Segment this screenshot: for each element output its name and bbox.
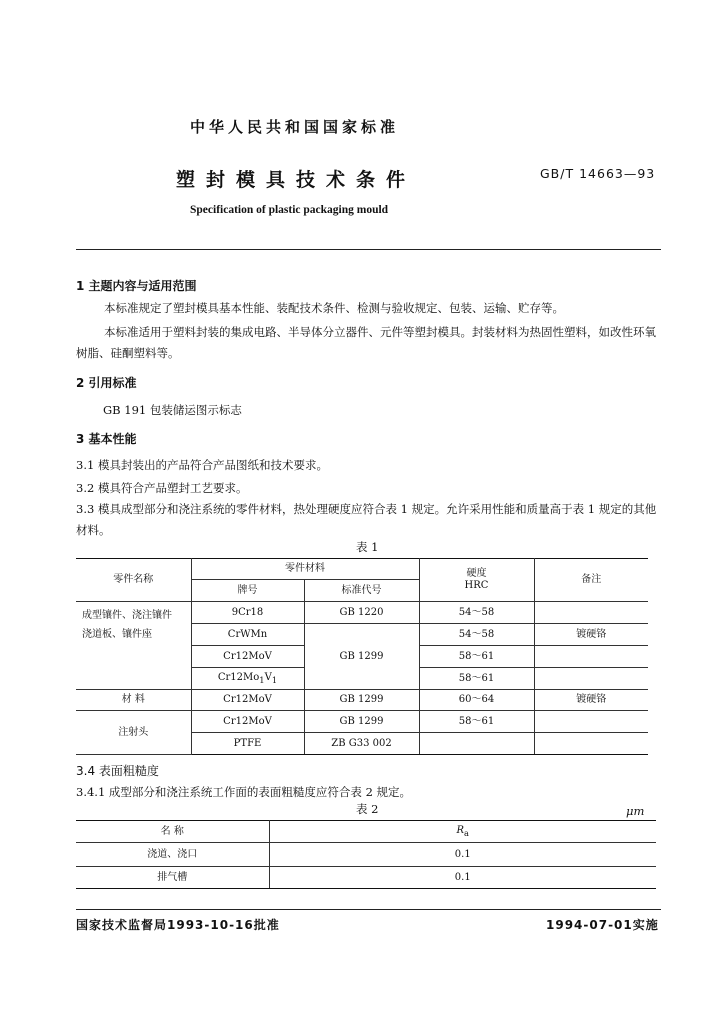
part-name-cell: 成型镶件、浇注镶件 浇道板、镶件座 — [76, 602, 191, 690]
hardness-cell: 60～64 — [419, 690, 534, 711]
footer-rule — [76, 909, 661, 910]
standard-number: GB/T 14663—93 — [540, 166, 656, 181]
table-2-caption: 表 2 — [356, 802, 379, 816]
reference-standard: GB 191 包装储运图示标志 — [103, 403, 242, 417]
header-part-name: 零件名称 — [76, 559, 191, 602]
remark-cell — [534, 646, 648, 668]
header-rule — [76, 249, 661, 250]
table-row — [76, 690, 648, 711]
grade-cell: Cr12MoV — [191, 646, 304, 668]
section-3-heading: 3 基本性能 — [76, 432, 137, 446]
clause-3-4-1: 3.4.1 成型部分和浇注系统工作面的表面粗糙度应符合表 2 规定。 — [76, 785, 412, 799]
header-hardness: 硬度 HRC — [419, 559, 534, 602]
part-name-cell: 材 料 — [76, 690, 191, 711]
header-grade: 牌号 — [191, 580, 304, 602]
remark-cell: 镀硬铬 — [534, 624, 648, 646]
remark-cell: 镀硬铬 — [534, 690, 648, 711]
header-material: 零件材料 — [191, 559, 419, 580]
table-row — [76, 867, 656, 889]
clause-3-3: 3.3 模具成型部分和浇注系统的零件材料，热处理硬度应符合表 1 规定。允许采用性能和质量高于表 1 规定的其他材料。 — [76, 502, 657, 537]
hardness-cell: 58～61 — [419, 646, 534, 668]
hardness-cell: 58～61 — [419, 711, 534, 733]
remark-cell — [534, 711, 648, 733]
issuer-heading: 中华人民共和国国家标准 — [190, 118, 400, 136]
header-standard: 标准代号 — [304, 580, 419, 602]
standard-cell: GB 1220 — [304, 602, 419, 624]
hardness-cell: 54～58 — [419, 624, 534, 646]
header-name: 名 称 — [76, 821, 269, 843]
remark-cell — [534, 668, 648, 690]
hardness-cell — [419, 733, 534, 755]
grade-cell: 9Cr18 — [191, 602, 304, 624]
table-2-unit: μm — [626, 804, 645, 818]
document-title: 塑封模具技术条件 — [176, 169, 417, 191]
name-cell: 浇道、浇口 — [76, 843, 269, 867]
section-1-paragraph-2: 本标准适用于塑料封装的集成电路、半导体分立器件、元件等塑封模具。封装材料为热固性塑料，如改性环氧树脂、硅酮塑料等。 — [76, 325, 656, 360]
grade-cell: CrWMn — [191, 624, 304, 646]
name-cell: 排气槽 — [76, 867, 269, 889]
grade-cell: Cr12MoV — [191, 711, 304, 733]
header-remark: 备注 — [534, 559, 648, 602]
english-title: Specification of plastic packaging mould — [190, 204, 389, 216]
standard-cell: GB 1299 — [304, 690, 419, 711]
grade-cell: PTFE — [191, 733, 304, 755]
part-name-cell: 注射头 — [76, 711, 191, 755]
ra-cell: 0.1 — [269, 843, 656, 867]
table-2 — [76, 820, 656, 889]
standard-cell: GB 1299 — [304, 711, 419, 733]
clause-3-2: 3.2 模具符合产品塑封工艺要求。 — [76, 481, 248, 495]
table-1-caption: 表 1 — [356, 540, 379, 554]
clause-3-1: 3.1 模具封装出的产品符合产品图纸和技术要求。 — [76, 458, 328, 472]
standard-cell: ZB G33 002 — [304, 733, 419, 755]
section-2-heading: 2 引用标准 — [76, 376, 137, 390]
table-row — [76, 602, 648, 624]
remark-cell — [534, 733, 648, 755]
section-1-heading: 1 主题内容与适用范围 — [76, 279, 197, 293]
standard-cell: GB 1299 — [304, 624, 419, 690]
hardness-cell: 54～58 — [419, 602, 534, 624]
section-1-paragraph-1: 本标准规定了塑封模具基本性能、装配技术条件、检测与验收规定、包装、运输、贮存等。 — [104, 301, 564, 315]
grade-cell: $Cr12Mo_1V_1$ — [191, 668, 304, 690]
grade-cell: Cr12MoV — [191, 690, 304, 711]
approval-date: 国家技术监督局1993-10-16批准 — [76, 918, 280, 932]
remark-cell — [534, 602, 648, 624]
hardness-cell: 58～61 — [419, 668, 534, 690]
effective-date: 1994-07-01实施 — [546, 918, 659, 932]
ra-cell: 0.1 — [269, 867, 656, 889]
header-ra: $R_a$ — [269, 821, 656, 843]
clause-3-4-heading: 3.4 表面粗糙度 — [76, 764, 159, 778]
table-row — [76, 711, 648, 733]
table-1 — [76, 558, 648, 755]
table-row — [76, 843, 656, 867]
